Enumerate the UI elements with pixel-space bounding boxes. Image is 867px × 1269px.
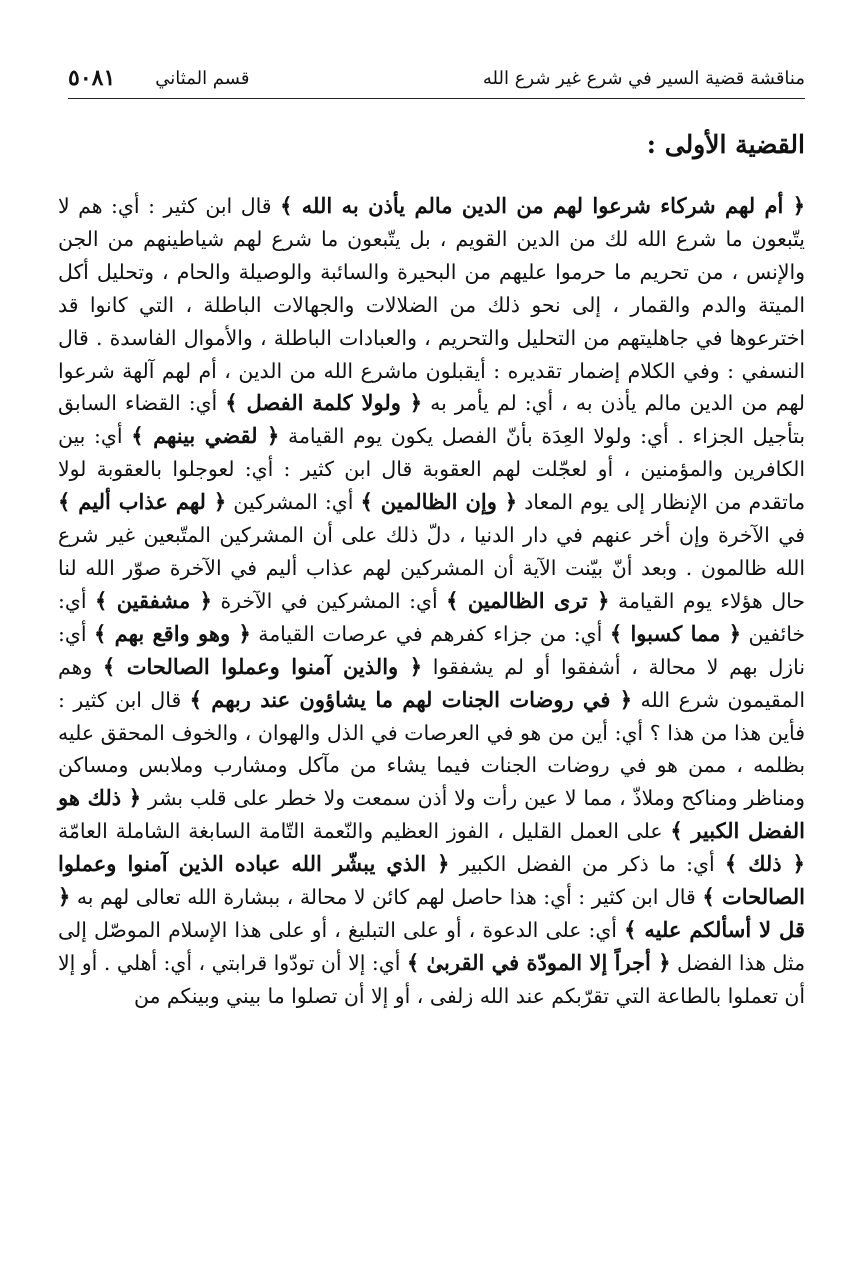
commentary-text: أي: إلا أن تودّوا قرابتي ، أي: أهلي . أو إلا أن تعملوا بالطاعة التي تقرّبكم عند الله زلفى ، أو إلا أن تصلوا ما بيني وبينكم من bbox=[58, 950, 805, 1008]
quran-quote: ﴿ مشفقين ﴾ bbox=[95, 587, 212, 613]
commentary-text: أي: المشركين bbox=[226, 490, 361, 515]
commentary-text: على العمل القليل ، الفوز العظيم والنّعمة التّامة السابغة الشاملة العامّة bbox=[58, 819, 671, 844]
commentary-text: أي: المشركين في الآخرة bbox=[211, 588, 447, 613]
section-heading: القضية الأولى : bbox=[646, 130, 805, 159]
commentary-text: في الآخرة وإن أخر عنهم في دار الدنيا ، دلّ ذلك على أن المشركين المتّبعين غير شرع الله ظالمون . وبعد أنّ بيّنت الآية أن المشركين لهم عذاب أليم في الآخرة صوّر الله لنا حال هؤلاء يوم القيامة bbox=[58, 523, 805, 613]
header-left-group bbox=[68, 65, 249, 91]
commentary-text: قال ابن كثير : فأين هذا من هذا ؟ أي: أين من هو في العرصات في الذل والهوان ، والخوف المحقق عليه بظلمه ، ممن هو في روضات الجنات فيما يشاء من مآكل ومشارب وملابس ومساكن ومناظر ومناكح وملاذّ ، مما لا عين رأت ولا أذن سمعت ولا خطر على قلب بشر bbox=[58, 687, 805, 811]
quran-quote: ﴿ أم لهم شركاء شرعوا لهم من الدين مالم يأذن به الله ﴾ bbox=[280, 193, 805, 218]
quran-quote: ﴿ أجراً إلا المودّة في القربىٰ ﴾ bbox=[406, 949, 671, 975]
quran-quote: ﴿ ولولا كلمة الفصل ﴾ bbox=[225, 390, 423, 416]
commentary-text: قال ابن كثير : أي: هذا حاصل لهم كائن لا محالة ، ببشارة الله تعالى لهم به bbox=[70, 885, 703, 910]
quran-quote: ﴿ لهم عذاب أليم ﴾ bbox=[58, 489, 227, 515]
commentary-text: أي: على الدعوة ، أو على التبليغ ، أو على هذا الإسلام الموصّل إلى مثل هذا الفضل bbox=[58, 917, 806, 975]
header-section: قسم المثاني bbox=[155, 67, 250, 89]
quran-quote: ﴿ مما كسبوا ﴾ bbox=[609, 620, 742, 646]
commentary-text: قال ابن كثير : أي: هم لا يتّبعون ما شرع الله لك من الدين القويم ، بل يتّبعون ما شرع لهم شياطينهم من الجن والإنس ، من تحريم ما حرموا عليهم من البحيرة والسائبة والوصيلة والحام ، وتحليل أكل الميتة والدم والقمار ، إلى نحو ذلك من الضلالات والجهالات الباطلة ، التي كانوا قد اخترعوها في جاهليتهم من التحليل والتحريم ، والعبادات الباطلة ، والأموال الفاسدة . قال النسفي : وفي الكلام إضمار تقديره : أيقبلون ماشرع الله من الدين ، أم لهم آلهة شرعوا لهم من الدين مالم يأذن به ، أي: لم يأمر به bbox=[58, 194, 806, 416]
quran-quote: ﴿ وإن الظالمين ﴾ bbox=[360, 489, 518, 515]
commentary-text: أي: ما ذكر من الفضل الكبير bbox=[449, 852, 725, 877]
commentary-text: أي: من جزاء كفرهم في عرصات القيامة bbox=[250, 621, 610, 646]
commentary-text: أي: القضاء السابق بتأجيل الجزاء . أي: ولولا العِدَة بأنّ الفصل يكون يوم القيامة bbox=[58, 391, 805, 449]
quran-quote: ﴿ قل لا أسألكم عليه ﴾ bbox=[58, 884, 805, 942]
page-number: ٥٠٨١ bbox=[68, 65, 116, 91]
quran-quote: ﴿ ذلك ﴾ bbox=[724, 851, 805, 877]
quran-quote: ﴿ والذين آمنوا وعملوا الصالحات ﴾ bbox=[102, 653, 423, 679]
commentary-text: أي: خائفين bbox=[58, 588, 806, 646]
commentary-text: أي: نازل بهم لا محالة ، أشفقوا أو لم يشفقوا bbox=[58, 621, 805, 679]
body-paragraph bbox=[58, 190, 805, 1013]
quran-quote: ﴿ ذلك هو الفضل الكبير ﴾ bbox=[58, 785, 805, 844]
running-header bbox=[68, 58, 805, 99]
quran-quote: ﴿ لقضي بينهم ﴾ bbox=[131, 423, 280, 449]
quran-quote: ﴿ الذي يبشّر الله عباده الذين آمنوا وعملوا الصالحات ﴾ bbox=[58, 851, 805, 910]
commentary-text: أي: بين الكافرين والمؤمنين ، أو لعجّلت لهم العقوبة قال ابن كثير : أي: لعوجلوا بالعقوبة لولا ماتقدم من الإنظار إلى يوم المعاد bbox=[58, 424, 805, 515]
header-title: مناقشة قضية السير في شرع غير شرع الله bbox=[482, 67, 805, 89]
quran-quote: ﴿ في روضات الجنات لهم ما يشاؤون عند ربهم ﴾ bbox=[189, 686, 633, 712]
body-text bbox=[58, 190, 805, 1013]
quran-quote: ﴿ وهو واقع بهم ﴾ bbox=[94, 620, 251, 646]
commentary-text: وهم المقيمون شرع الله bbox=[58, 654, 805, 712]
quran-quote: ﴿ ترى الظالمين ﴾ bbox=[446, 587, 610, 613]
